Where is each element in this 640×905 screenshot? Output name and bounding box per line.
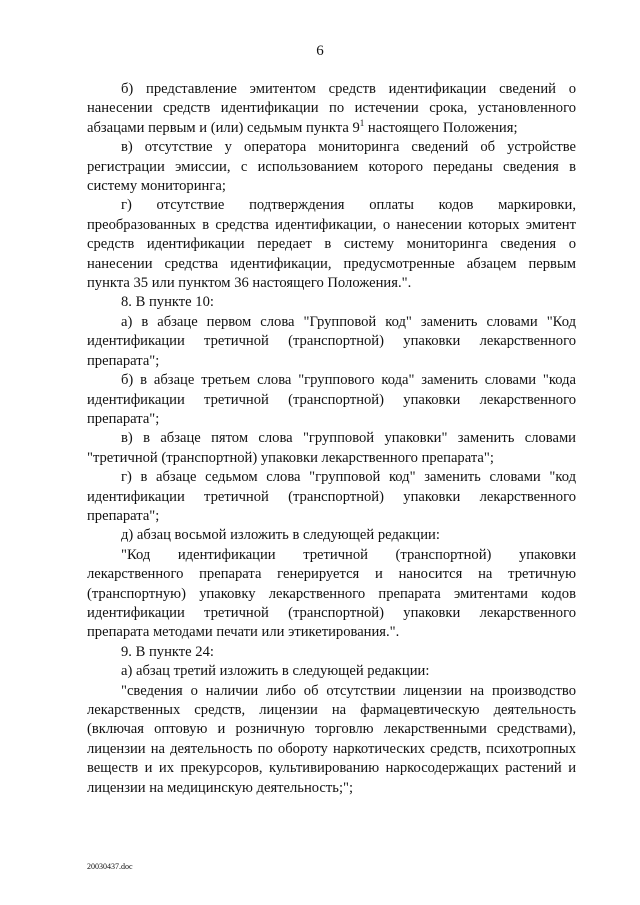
paragraph-7: в) в абзаце пятом слова "групповой упаковки" заменить словами "третичной (транспортной) упаковки лекарственного препарата"; bbox=[87, 430, 576, 466]
paragraph-10: "Код идентификации третичной (транспортной) упаковки лекарственного препарата генерируется и наносится на третичную (транспортную) упаковку лекарственного препарата эмитентами кодов идентификации третичной (транспортной) упаковки лекарственного препарата методами печати или этикетирования.". bbox=[87, 546, 576, 641]
paragraph-12: а) абзац третий изложить в следующей редакции: bbox=[121, 663, 430, 680]
superscript: 1 bbox=[359, 117, 365, 128]
paragraph-8: г) в абзаце седьмом слова "групповой код" заменить словами "код идентификации третичной (транспортной) упаковки лекарственного препарата"; bbox=[87, 469, 576, 524]
paragraph-5: а) в абзаце первом слова "Групповой код" заменить словами "Код идентификации третичной (транспортной) упаковки лекарственного препарата"; bbox=[87, 313, 576, 369]
file-name-footer: 20030437.doc bbox=[87, 862, 133, 871]
paragraph-1: б) представление эмитентом средств идентификации сведений о нанесении средств идентификации по истечении срока, установленного абзацами первым и (или) седьмым пункта $9^1$ настоящего Положения; bbox=[87, 81, 576, 136]
paragraph-9: д) абзац восьмой изложить в следующей редакции: bbox=[121, 527, 440, 544]
page-number: 6 bbox=[316, 43, 324, 59]
paragraph-6: б) в абзаце третьем слова "группового кода" заменить словами "кода идентификации третичной (транспортной) упаковки лекарственного препарата"; bbox=[87, 372, 576, 427]
paragraph-2: в) отсутствие у оператора мониторинга сведений об устройстве регистрации эмиссии, с использованием которого переданы сведения в систему мониторинга; bbox=[87, 139, 576, 195]
paragraph-4: 8. В пункте 10: bbox=[121, 294, 214, 311]
document-body bbox=[87, 80, 576, 798]
paragraph-13: "сведения о наличии либо об отсутствии лицензии на производство лекарственных средств, лицензии на фармацевтическую деятельность (включая оптовую и розничную торговлю лекарственными средствами), лицензии на деятельность по обороту наркотических средств, психотропных веществ и их прекурсоров, культивированию наркосодержащих растений и лицензии на медицинскую деятельность;"; bbox=[87, 682, 576, 796]
paragraph-11: 9. В пункте 24: bbox=[121, 643, 214, 660]
paragraph-3: г) отсутствие подтверждения оплаты кодов маркировки, преобразованных в средства идентификации, о нанесении которых эмитент средств идентификации передает в систему мониторинга сведения о нанесении средства идентификации, предусмотренные абзацем первым пункта 35 или пунктом 36 настоящего Положения.". bbox=[87, 197, 576, 292]
